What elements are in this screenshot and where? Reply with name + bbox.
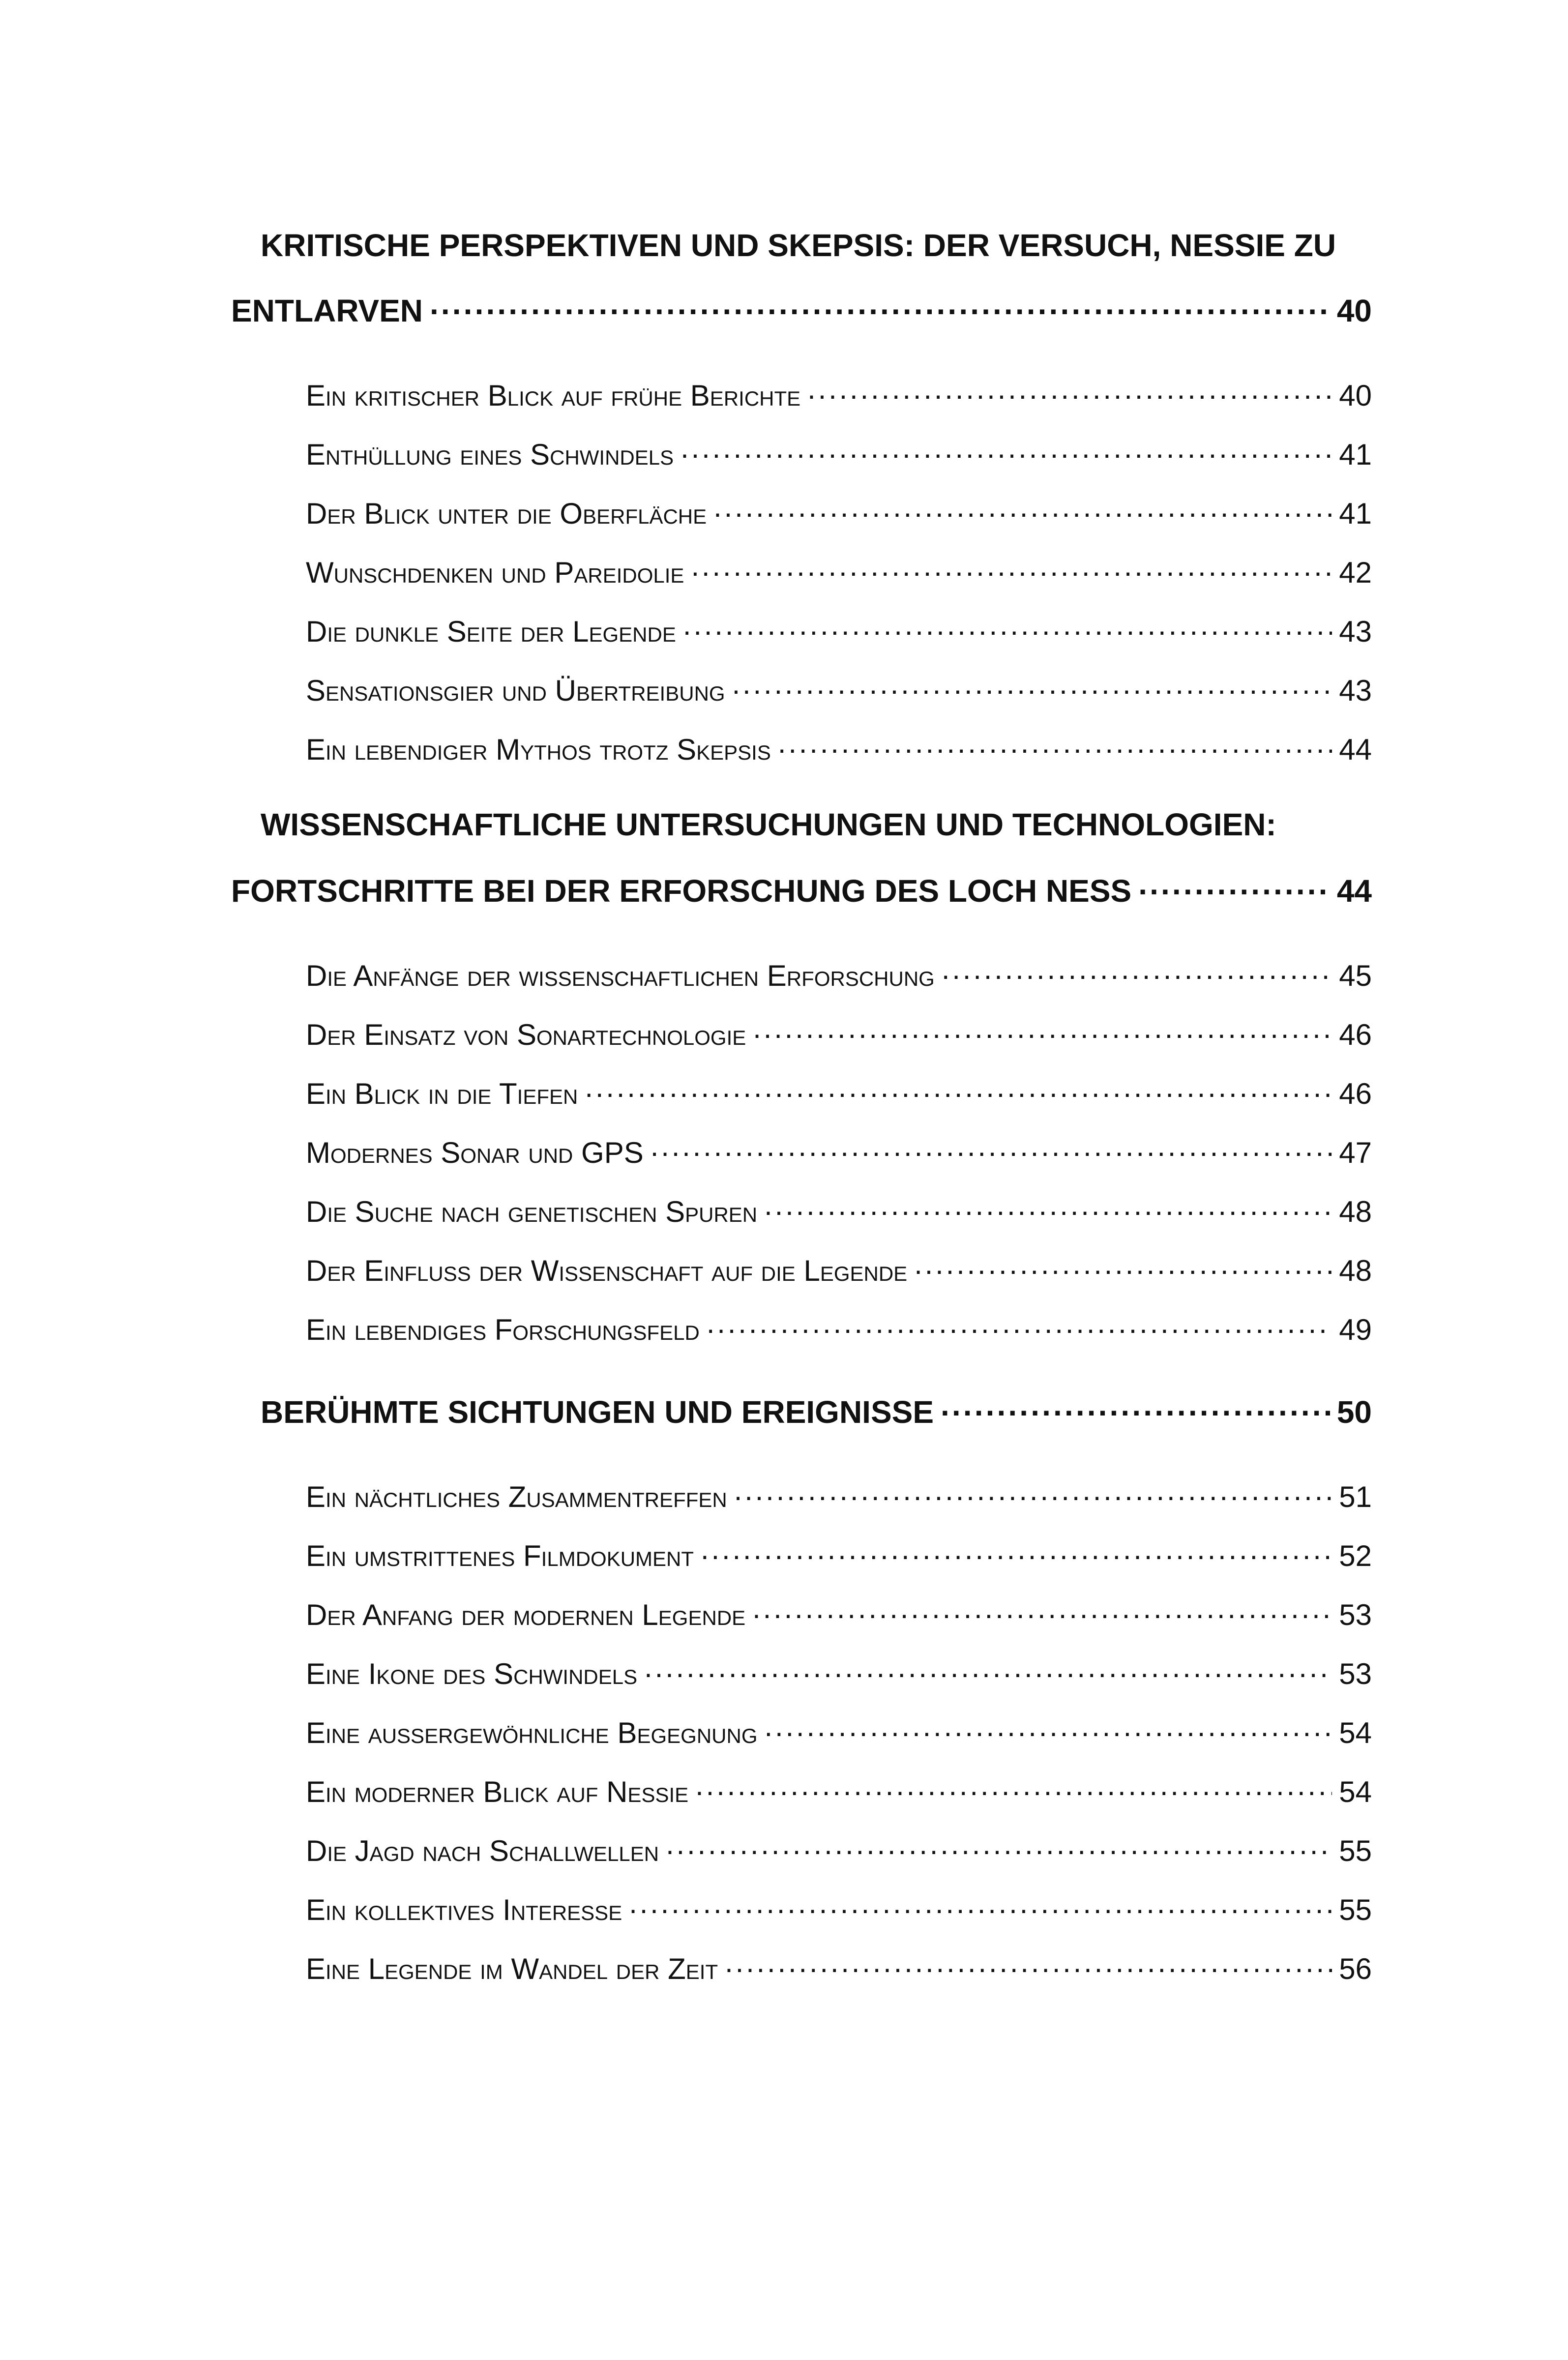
- dot-leader: [941, 1391, 1330, 1423]
- page-number: 48: [1339, 1195, 1372, 1228]
- page-number: 44: [1336, 873, 1372, 909]
- section-entry[interactable]: [306, 956, 1372, 993]
- page-number: 46: [1339, 1077, 1372, 1110]
- page-number: 50: [1336, 1394, 1372, 1430]
- dot-leader: [752, 1595, 1332, 1625]
- dot-leader: [807, 376, 1332, 406]
- dot-leader: [707, 1310, 1332, 1340]
- section-entry-title: Ein kritischer Blick auf frühe Berichte: [306, 379, 801, 412]
- page-number: 54: [1339, 1775, 1372, 1808]
- section-entry[interactable]: [306, 1654, 1372, 1691]
- section-entry-title: Der Einfluss der Wissenschaft auf die Legende: [306, 1254, 908, 1287]
- chapter-title-line1[interactable]: WISSENSCHAFTLICHE UNTERSUCHUNGEN UND TECHNOLOGIEN:: [261, 807, 1276, 842]
- section-entry-title: Ein umstrittenes Filmdokument: [306, 1539, 694, 1572]
- dot-leader: [651, 1133, 1332, 1163]
- section-entry[interactable]: [306, 1015, 1372, 1052]
- section-entry[interactable]: [306, 494, 1372, 531]
- chapter-entry-title: FORTSCHRITTE BEI DER ERFORSCHUNG DES LOCH NESS: [231, 873, 1132, 909]
- dot-leader: [765, 1713, 1332, 1743]
- page-number: 40: [1336, 293, 1372, 328]
- dot-leader: [701, 1536, 1332, 1566]
- page-number: 53: [1339, 1657, 1372, 1690]
- dot-leader: [680, 435, 1332, 465]
- dot-leader: [666, 1831, 1332, 1861]
- section-entry[interactable]: [306, 1074, 1372, 1111]
- section-entry-title: Die Jagd nach Schallwellen: [306, 1834, 659, 1867]
- dot-leader: [585, 1074, 1332, 1104]
- dot-leader: [629, 1890, 1332, 1920]
- section-entry[interactable]: [306, 671, 1372, 708]
- section-entry-title: Wunschdenken und Pareidolie: [306, 556, 684, 589]
- section-entry-title: Ein lebendiges Forschungsfeld: [306, 1313, 700, 1346]
- section-entry-title: Ein lebendiger Mythos trotz Skepsis: [306, 733, 771, 766]
- chapter-entry[interactable]: [231, 290, 1372, 329]
- section-entry[interactable]: [306, 435, 1372, 472]
- section-entry-title: Eine außergewöhnliche Begegnung: [306, 1716, 758, 1749]
- section-entry[interactable]: [306, 553, 1372, 590]
- page-number: 55: [1339, 1893, 1372, 1926]
- page-number: 51: [1339, 1480, 1372, 1513]
- dot-leader: [778, 730, 1332, 760]
- section-entry-title: Eine Ikone des Schwindels: [306, 1657, 638, 1690]
- page-number: 53: [1339, 1598, 1372, 1631]
- page-number: 44: [1339, 733, 1372, 766]
- dot-leader: [695, 1772, 1332, 1802]
- dot-leader: [713, 494, 1332, 524]
- dot-leader: [942, 956, 1332, 986]
- dot-leader: [430, 290, 1330, 322]
- page-number: 48: [1339, 1254, 1372, 1287]
- section-entry[interactable]: [306, 1890, 1372, 1927]
- section-entry-title: Die Suche nach genetischen Spuren: [306, 1195, 758, 1228]
- page-number: 42: [1339, 556, 1372, 589]
- section-entry-title: Die dunkle Seite der Legende: [306, 615, 676, 648]
- page-number: 43: [1339, 674, 1372, 707]
- page-number: 55: [1339, 1834, 1372, 1867]
- dot-leader: [734, 1477, 1332, 1507]
- chapter-entry[interactable]: [261, 1391, 1372, 1430]
- section-entry-title: Ein moderner Blick auf Nessie: [306, 1775, 689, 1808]
- page-number: 40: [1339, 379, 1372, 412]
- section-entry-title: Modernes Sonar und GPS: [306, 1136, 644, 1169]
- page-number: 46: [1339, 1018, 1372, 1051]
- section-entry[interactable]: [306, 1949, 1372, 1986]
- chapter-entry-title: BERÜHMTE SICHTUNGEN UND EREIGNISSE: [261, 1394, 934, 1430]
- section-entry[interactable]: [306, 730, 1372, 767]
- section-entry[interactable]: [306, 1192, 1372, 1229]
- chapter-title-line1[interactable]: KRITISCHE PERSPEKTIVEN UND SKEPSIS: DER VERSUCH, NESSIE ZU: [261, 228, 1336, 263]
- section-entry[interactable]: [306, 1251, 1372, 1288]
- chapter-entry[interactable]: [231, 870, 1372, 909]
- dot-leader: [732, 671, 1332, 701]
- dot-leader: [1138, 870, 1330, 902]
- section-entry-title: Der Blick unter die Oberfläche: [306, 497, 707, 530]
- section-entry[interactable]: [306, 1831, 1372, 1868]
- dot-leader: [914, 1251, 1332, 1281]
- dot-leader: [683, 612, 1332, 642]
- section-entry-title: Sensationsgier und Übertreibung: [306, 674, 725, 707]
- page-number: 41: [1339, 438, 1372, 471]
- page-number: 52: [1339, 1539, 1372, 1572]
- dot-leader: [691, 553, 1332, 583]
- section-entry-title: Der Anfang der modernen Legende: [306, 1598, 746, 1631]
- page-number: 43: [1339, 615, 1372, 648]
- page-number: 47: [1339, 1136, 1372, 1169]
- page-number: 45: [1339, 959, 1372, 992]
- section-entry[interactable]: [306, 1595, 1372, 1632]
- page-number: 41: [1339, 497, 1372, 530]
- page-number: 56: [1339, 1952, 1372, 1985]
- section-entry[interactable]: [306, 1536, 1372, 1573]
- page-number: 49: [1339, 1313, 1372, 1346]
- section-entry[interactable]: [306, 612, 1372, 649]
- chapter-entry-title: ENTLARVEN: [231, 293, 423, 328]
- section-entry-title: Ein nächtliches Zusammentreffen: [306, 1480, 727, 1513]
- section-entry-title: Ein kollektives Interesse: [306, 1893, 622, 1926]
- dot-leader: [764, 1192, 1332, 1222]
- dot-leader: [644, 1654, 1332, 1684]
- section-entry-title: Enthüllung eines Schwindels: [306, 438, 674, 471]
- section-entry-title: Ein Blick in die Tiefen: [306, 1077, 578, 1110]
- section-entry[interactable]: [306, 1310, 1372, 1347]
- section-entry-title: Der Einsatz von Sonartechnologie: [306, 1018, 746, 1051]
- section-entry[interactable]: [306, 1133, 1372, 1170]
- dot-leader: [753, 1015, 1332, 1045]
- section-entry-title: Die Anfänge der wissenschaftlichen Erforschung: [306, 959, 935, 992]
- section-entry[interactable]: [306, 1713, 1372, 1750]
- section-entry[interactable]: [306, 1772, 1372, 1809]
- page-number: 54: [1339, 1716, 1372, 1749]
- dot-leader: [725, 1949, 1332, 1979]
- section-entry[interactable]: [306, 1477, 1372, 1514]
- section-entry-title: Eine Legende im Wandel der Zeit: [306, 1952, 718, 1985]
- section-entry[interactable]: [306, 376, 1372, 413]
